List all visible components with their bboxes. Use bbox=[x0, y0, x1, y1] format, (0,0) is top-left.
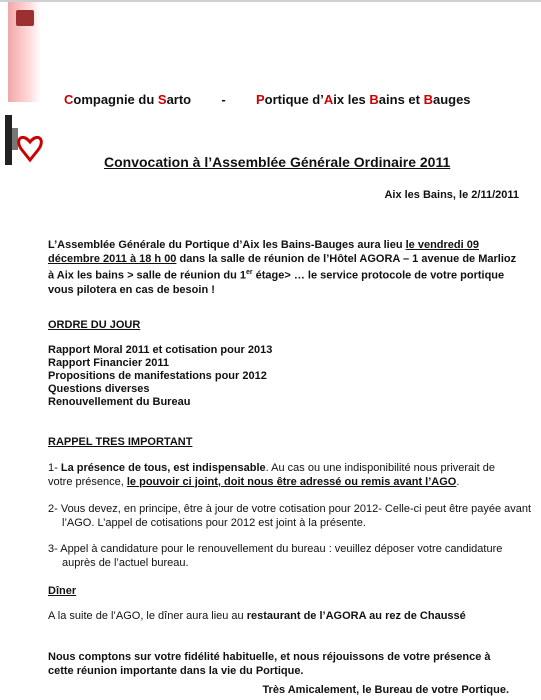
diner-text: A la suite de l’AGO, le dîner aura lieu au restaurant de l’AGORA au rez de Chaussé bbox=[48, 610, 466, 622]
portique-logo bbox=[4, 112, 48, 172]
place-date: Aix les Bains, le 2/11/2011 bbox=[384, 189, 519, 201]
diner-title: Dîner bbox=[48, 585, 77, 597]
portique-name: Portique d’Aix les Bains et Bauges bbox=[255, 92, 471, 107]
rappel-item-2: 2- Vous devez, en principe, être à jour de votre cotisation pour 2012- Celle-ci peut être payée avant l’AGO. L’appel de cotisations pour 2012 est joint à la présente. bbox=[48, 503, 532, 529]
agenda-item: Propositions de manifestations pour 2012 bbox=[48, 370, 267, 382]
agenda-item: Rapport Moral 2011 et cotisation pour 2013 bbox=[48, 344, 273, 356]
letterhead bbox=[64, 92, 534, 107]
rappel-title: RAPPEL TRES IMPORTANT bbox=[48, 436, 193, 448]
intro-paragraph: L’Assemblée Générale du Portique d’Aix les Bains-Bauges aura lieu le vendredi 09 décembre 2011 à 18 h 00 dans la salle de réunion de l’Hôtel AGORA – 1 avenue de Marlioz à Aix les bains > salle de réunion du 1er étage> … le service protocole de votre portique vous pilotera en cas de besoin ! bbox=[48, 239, 517, 296]
company-name: Compagnie du Sarto bbox=[64, 92, 192, 107]
agenda-list bbox=[48, 344, 272, 409]
signature: Très Amicalement, le Bureau de votre Portique. bbox=[262, 684, 509, 696]
agenda-item: Questions diverses bbox=[48, 383, 150, 395]
header-dash: - bbox=[221, 92, 226, 107]
rappel-item-3: 3- Appel à candidature pour le renouvellement du bureau : veuillez déposer votre candidature auprès de l’actuel bureau. bbox=[48, 543, 503, 569]
crest-emblem-icon bbox=[16, 10, 34, 26]
agenda-title: ORDRE DU JOUR bbox=[48, 319, 141, 331]
agenda-item: Rapport Financier 2011 bbox=[48, 357, 170, 369]
closing-paragraph: Nous comptons sur votre fidélité habituelle, et nous réjouissons de votre présence à cette réunion importante dans la vie du Portique. bbox=[48, 651, 491, 677]
meeting-date: le vendredi 09 décembre 2011 à 18 h 00 bbox=[48, 239, 479, 265]
top-border bbox=[0, 0, 541, 2]
rappel-item-1: 1- La présence de tous, est indispensable. Au cas ou une indisponibilité nous priverait de votre présence, le pouvoir ci joint, doit nous être adressé ou remis avant l’AGO. bbox=[48, 462, 495, 488]
page-title: Convocation à l’Assemblée Générale Ordinaire 2011 bbox=[104, 154, 451, 170]
agenda-item: Renouvellement du Bureau bbox=[48, 396, 191, 408]
